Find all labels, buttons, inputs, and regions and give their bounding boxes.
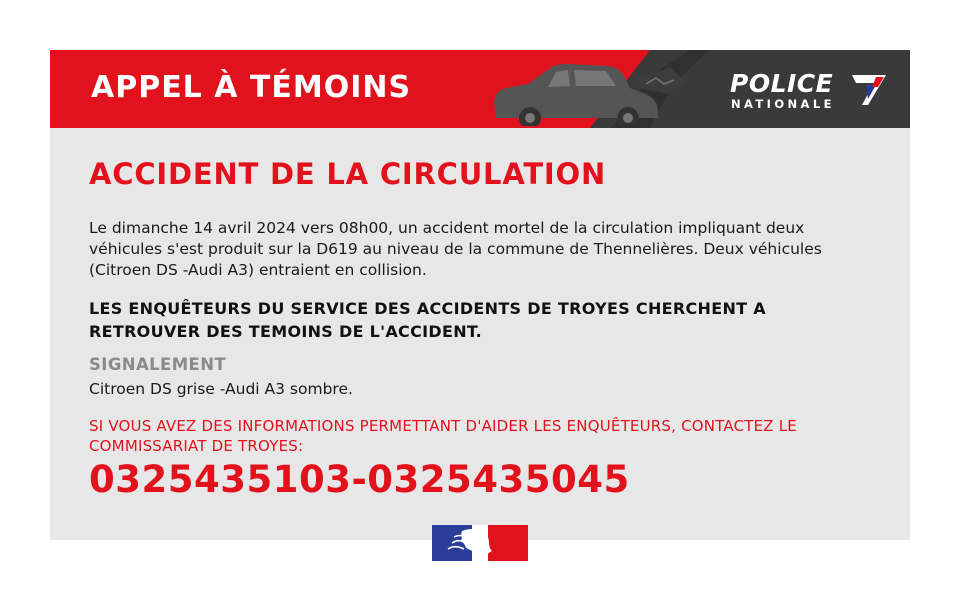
notice-heading: ACCIDENT DE LA CIRCULATION <box>89 157 607 191</box>
header-banner <box>50 50 910 128</box>
notice-card <box>50 50 910 540</box>
marianne-logo <box>432 525 528 561</box>
accident-description: Le dimanche 14 avril 2024 vers 08h00, un accident mortel de la circulation impliquant deux véhicules s'est produit sur la D619 au niveau de la commune de Thennelières. Deux véhicules (Citroen DS -Audi A3) entraient en collision. <box>89 219 822 279</box>
signalement-value: Citroen DS grise -Audi A3 sombre. <box>89 380 353 398</box>
investigators-statement: LES ENQUÊTEURS DU SERVICE DES ACCIDENTS DE TROYES CHERCHENT A RETROUVER DES TEMOINS DE L'ACCIDENT. <box>89 299 766 341</box>
signalement-label: SIGNALEMENT <box>89 355 227 374</box>
logo-subtitle: NATIONALE <box>731 97 835 111</box>
banner-title: APPEL À TÉMOINS <box>91 70 412 105</box>
police-nationale-logo <box>730 69 890 112</box>
contact-instructions: SI VOUS AVEZ DES INFORMATIONS PERMETTANT D'AIDER LES ENQUÊTEURS, CONTACTEZ LE COMMISSARIAT DE TROYES: <box>89 417 797 455</box>
crashed-car-icon <box>488 60 688 126</box>
logo-word: POLICE <box>730 69 834 98</box>
phone-numbers: 0325435103-0325435045 <box>89 458 630 501</box>
police-emblem-icon <box>848 73 888 107</box>
